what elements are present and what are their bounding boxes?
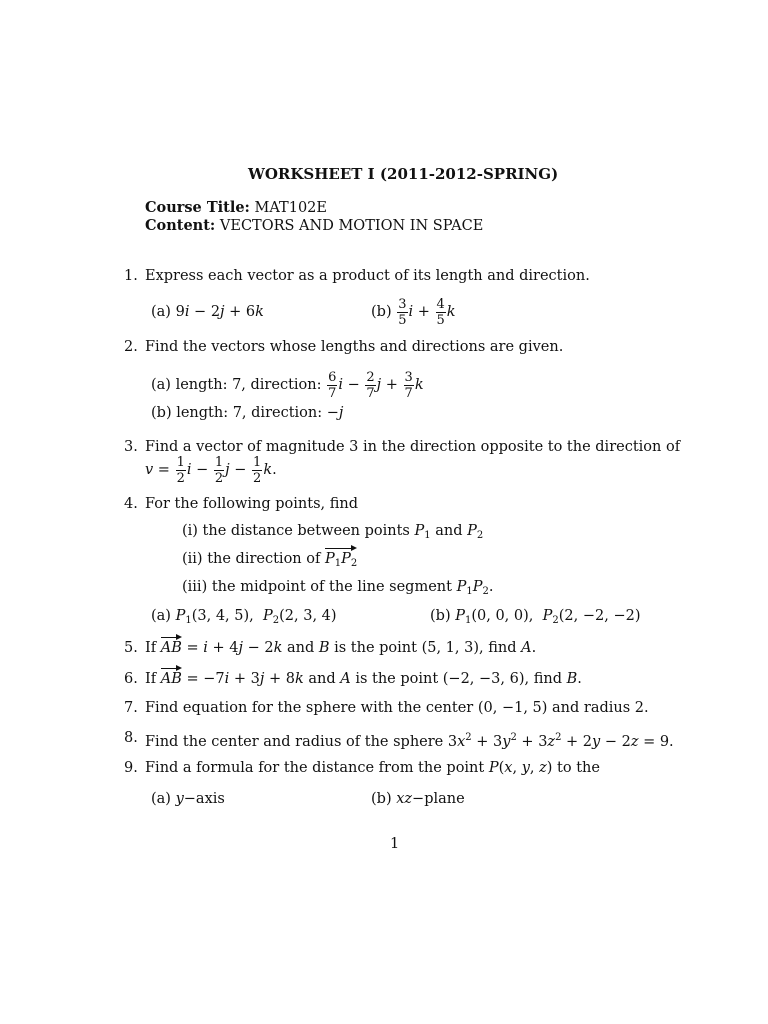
- fraction: $\frac{6}{7}$: [328, 369, 337, 401]
- problem-6-number: 6.: [124, 671, 138, 687]
- problem-1a: [151, 303, 264, 321]
- problem-2b-expr: −j: [326, 405, 344, 421]
- problem-7-number: 7.: [124, 700, 138, 716]
- problem-1b: (b) $\frac{3}{5}$ i + $\frac{4}{5}$ k: [371, 296, 456, 328]
- problem-4-iii: (iii) the midpoint of the line segment $P_1P_2$.: [182, 579, 494, 597]
- problem-9b: (b) xz−plane: [371, 791, 465, 807]
- course-title-label: Course Title:: [145, 199, 250, 216]
- content-label: Content:: [145, 217, 216, 234]
- problem-4b: (b) $P_1(0$, 0, 0), $P_2(2$, −2, −2): [430, 608, 641, 626]
- problem-8-text: Find the center and radius of the sphere $3x^2 + 3y^2 + 3z^2 + 2y - 2z = 9$.: [145, 732, 674, 750]
- problem-4a: (a) $P_1(3$, 4, 5), $P_2(2$, 3, 4): [151, 608, 337, 626]
- problem-5-text: If AB = i + 4j − 2k and B is the point (5, 1, 3), find A.: [145, 640, 537, 656]
- problem-4a-label: (a): [151, 608, 171, 624]
- problem-1a-label: (a): [151, 304, 171, 320]
- problem-5-number: 5.: [124, 640, 138, 656]
- fraction: $\frac{3}{5}$: [398, 296, 407, 328]
- worksheet-title: WORKSHEET I (2011-2012-SPRING): [248, 165, 559, 183]
- vector-arrow: $P_1P_2$: [325, 550, 357, 573]
- problem-9-text: Find a formula for the distance from the point P(x, y, z) to the: [145, 760, 600, 776]
- problem-9a: (a) y−axis: [151, 791, 225, 807]
- problem-7-text: Find equation for the sphere with the center (0, −1, 5) and radius 2.: [145, 700, 649, 716]
- problem-4-number: 4.: [124, 496, 138, 512]
- problem-9-number: 9.: [124, 760, 138, 776]
- fraction: $\frac{1}{2}$: [176, 454, 185, 486]
- vector-arrow: AB: [160, 671, 182, 687]
- problem-4-ii: [182, 550, 357, 573]
- fraction: $\frac{3}{7}$: [404, 369, 413, 401]
- problem-4-text: For the following points, find: [145, 496, 359, 512]
- problem-2b-prefix: (b) length: 7, direction:: [151, 405, 323, 421]
- course-title-value: MAT102E: [254, 200, 327, 216]
- problem-3-text: Find a vector of magnitude 3 in the direction opposite to the direction of: [145, 439, 681, 455]
- problem-4-i-text: (i) the distance between points: [182, 523, 410, 539]
- problem-1-text: Express each vector as a product of its length and direction.: [145, 268, 590, 284]
- course-title-line: [145, 199, 327, 217]
- problem-2b: [151, 404, 343, 422]
- problem-2a: (a) length: 7, direction: $\frac{6}{7}$ i − $\frac{2}{7}$ j + $\frac{3}{7}$ k: [151, 369, 424, 401]
- problem-3-vector: v = $\frac{1}{2}$ i − $\frac{1}{2}$ j − $\frac{1}{2}$ k.: [145, 454, 277, 486]
- fraction: $\frac{4}{5}$: [436, 296, 445, 328]
- problem-2-number: 2.: [124, 339, 138, 355]
- problem-8-number: 8.: [124, 730, 138, 746]
- fraction: $\frac{2}{7}$: [366, 369, 375, 401]
- content-line: [145, 217, 483, 235]
- problem-2a-prefix: (a) length: 7, direction:: [151, 377, 322, 393]
- problem-3-number: 3.: [124, 439, 138, 455]
- problem-4b-label: (b): [430, 608, 451, 624]
- fraction: $\frac{1}{2}$: [253, 454, 262, 486]
- problem-1b-label: (b): [371, 304, 392, 320]
- problem-4-i-and: and: [435, 523, 463, 539]
- problem-4-ii-text: (ii) the direction of: [182, 551, 321, 567]
- vector-arrow: AB: [160, 640, 182, 656]
- problem-1a-expr: 9i − 2j + 6k: [175, 304, 264, 320]
- problem-6-text: If AB = −7i + 3j + 8k and A is the point (−2, −3, 6), find B.: [145, 671, 582, 687]
- problem-1-number: 1.: [124, 268, 138, 284]
- problem-2-text: Find the vectors whose lengths and directions are given.: [145, 339, 564, 355]
- content-value: VECTORS AND MOTION IN SPACE: [219, 218, 484, 234]
- problem-4-i: (i) the distance between points $P_1$ and $P_2$: [182, 523, 484, 541]
- page-number: 1: [390, 836, 400, 852]
- problem-4-iii-text: (iii) the midpoint of the line segment: [182, 579, 452, 595]
- fraction: $\frac{1}{2}$: [214, 454, 224, 486]
